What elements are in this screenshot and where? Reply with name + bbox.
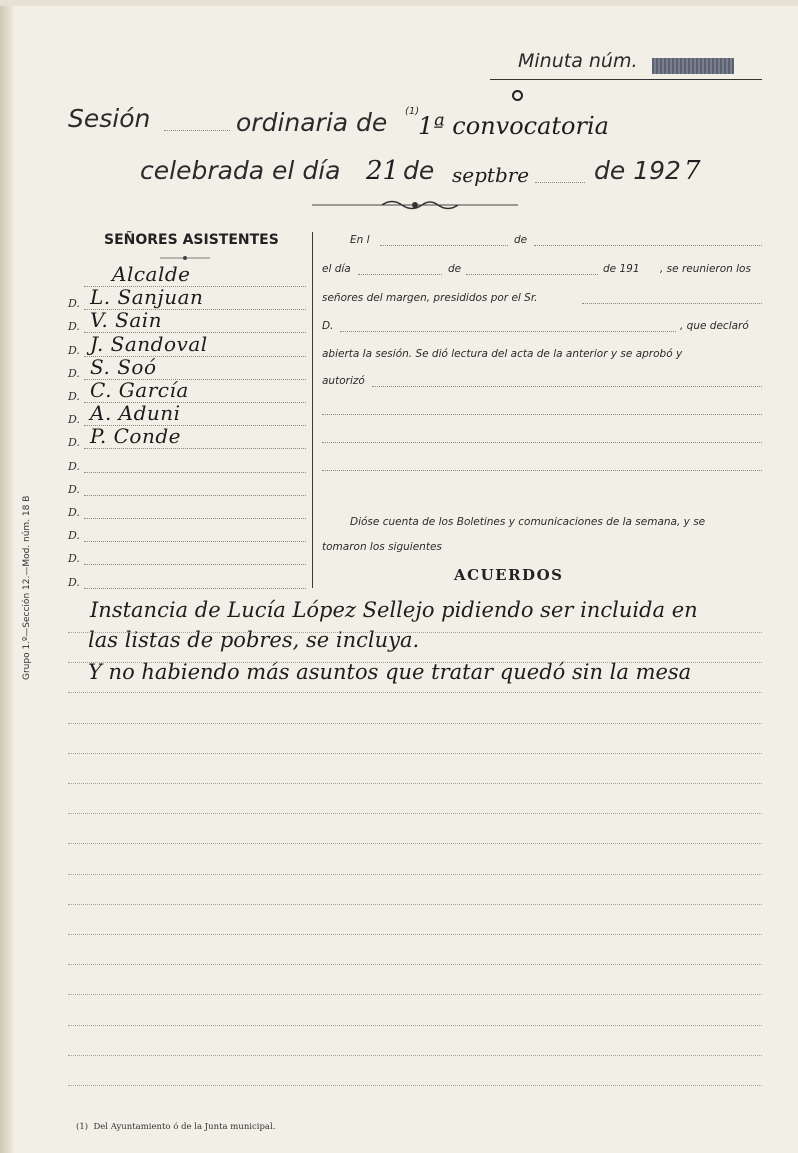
ruled-line bbox=[68, 692, 762, 693]
attendee-line bbox=[84, 564, 306, 565]
attendee-prefix: D. bbox=[68, 459, 80, 473]
el-dia-label: el día bbox=[322, 263, 351, 275]
en-label: En l bbox=[350, 234, 370, 246]
form-blank-line-1 bbox=[322, 414, 762, 415]
ruled-line bbox=[68, 1055, 762, 1056]
day-handwritten: 21 bbox=[366, 156, 400, 186]
page-fold-shadow bbox=[0, 0, 14, 1153]
ordinaria-handwritten: 1ª convocatoria bbox=[418, 112, 609, 140]
attendee-line bbox=[84, 448, 306, 449]
de-label-2: de bbox=[448, 263, 462, 275]
ruled-line bbox=[68, 994, 762, 995]
binder-hole-mark bbox=[512, 90, 523, 101]
body-line-3: Y no habiendo más asuntos que tratar quedó sin la mesa bbox=[88, 660, 692, 684]
body-line-2: las listas de pobres, se incluya. bbox=[88, 628, 420, 652]
ruled-line bbox=[68, 753, 762, 754]
de-fill-line-1 bbox=[534, 245, 762, 246]
attendee-line bbox=[84, 472, 306, 473]
attendee-name: J. Sandoval bbox=[90, 331, 208, 356]
attendee-name: A. Aduni bbox=[90, 401, 181, 426]
diose-line-1: Dióse cuenta de los Boletines y comunicaciones de la semana, y se bbox=[350, 516, 706, 528]
attendee-name: S. Soó bbox=[90, 354, 157, 379]
attendee-line bbox=[84, 495, 306, 496]
year-label: de 192 bbox=[594, 156, 681, 185]
que-declaro-label: , que declaró bbox=[680, 320, 749, 332]
presidente-fill-line bbox=[582, 303, 762, 304]
form-blank-line-2 bbox=[322, 442, 762, 443]
ruled-line bbox=[68, 662, 762, 663]
attendee-name: V. Sain bbox=[90, 308, 163, 333]
sesion-fill-line bbox=[164, 130, 230, 131]
attendee-prefix: D. bbox=[68, 529, 80, 543]
attendee-prefix: D. bbox=[68, 413, 80, 427]
asistentes-title: SEÑORES ASISTENTES bbox=[104, 232, 279, 248]
month-form-fill-line bbox=[466, 274, 598, 275]
de-label-1: de bbox=[514, 234, 528, 246]
senores-label: señores del margen, presididos por el Sr. bbox=[322, 292, 538, 304]
ruled-line bbox=[68, 1085, 762, 1086]
year-handwritten: 7 bbox=[684, 156, 701, 186]
reunieron-label: , se reunieron los bbox=[660, 263, 751, 275]
ruled-line bbox=[68, 813, 762, 814]
body-line-1: Instancia de Lucía López Sellejo pidiendo ser incluida en bbox=[90, 598, 698, 622]
sesion-label: Sesión bbox=[68, 104, 151, 133]
form-blank-line-3 bbox=[322, 470, 762, 471]
autorizo-label: autorizó bbox=[322, 375, 365, 387]
celebrada-label: celebrada el día bbox=[140, 156, 341, 185]
attendee-prefix: D. bbox=[68, 552, 80, 566]
attendee-prefix: D. bbox=[68, 506, 80, 519]
ruled-line bbox=[68, 874, 762, 875]
asistentes-ornament bbox=[160, 254, 210, 262]
ruled-line bbox=[68, 904, 762, 905]
ruled-line bbox=[68, 964, 762, 965]
dia-fill-line bbox=[358, 274, 442, 275]
attendee-name: C. García bbox=[90, 378, 189, 402]
attendee-prefix: D. bbox=[68, 436, 80, 450]
attendee-line bbox=[84, 541, 306, 542]
minuta-label: Minuta núm. bbox=[518, 50, 638, 72]
minuta-underline bbox=[490, 79, 762, 80]
d-fill-line bbox=[340, 331, 676, 332]
diose-line-2: tomaron los siguientes bbox=[322, 541, 442, 553]
month-fill-line bbox=[535, 182, 585, 183]
month-handwritten: septbre bbox=[452, 163, 530, 187]
attendee-prefix: D. bbox=[68, 320, 80, 334]
d-label: D. bbox=[322, 320, 334, 332]
abierta-label: abierta la sesión. Se dió lectura del acta de la anterior y se aprobó y bbox=[322, 348, 683, 360]
attendee-name: P. Conde bbox=[90, 424, 181, 449]
de191-label: de 191 bbox=[603, 263, 640, 275]
ruled-line bbox=[68, 632, 762, 633]
column-divider bbox=[312, 232, 313, 588]
ordinaria-label: ordinaria de bbox=[236, 108, 388, 137]
footnote: (1) Del Ayuntamiento ó de la Junta municipal. bbox=[76, 1122, 276, 1132]
model-side-note: Grupo 1.º—Sección 12.—Mod. núm. 18 B bbox=[22, 495, 32, 680]
attendee-line bbox=[84, 588, 306, 589]
ruled-line bbox=[68, 1025, 762, 1026]
attendee-prefix: D. bbox=[68, 575, 80, 589]
ruled-line bbox=[68, 783, 762, 784]
acuerdos-title: ACUERDOS bbox=[454, 566, 564, 584]
footnote-ref: (1) bbox=[405, 106, 420, 117]
minuta-number-redacted bbox=[652, 58, 734, 74]
autorizo-fill-line bbox=[372, 386, 762, 387]
attendee-prefix: D. bbox=[68, 390, 80, 403]
ruled-line bbox=[68, 843, 762, 844]
ruled-line bbox=[68, 723, 762, 724]
en-fill-line bbox=[380, 245, 508, 246]
de-label: de bbox=[403, 156, 435, 185]
ornament-divider bbox=[312, 198, 518, 212]
ruled-line bbox=[68, 934, 762, 935]
attendee-name: Alcalde bbox=[112, 262, 191, 286]
attendee-line bbox=[84, 518, 306, 519]
attendee-name: L. Sanjuan bbox=[90, 285, 204, 310]
attendee-prefix: D. bbox=[68, 297, 80, 311]
page-top-edge bbox=[0, 0, 798, 6]
attendee-prefix: D. bbox=[68, 366, 80, 380]
attendee-prefix: D. bbox=[68, 343, 80, 357]
attendee-prefix: D. bbox=[68, 482, 80, 496]
